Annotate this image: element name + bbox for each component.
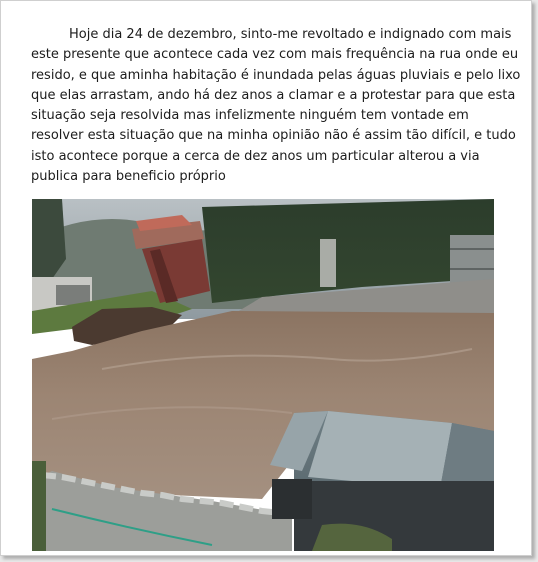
paragraph-line: isto acontece porque a cerca de dez anos um particular alterou a via: [31, 148, 480, 164]
paragraph-line: Hoje dia 24 de dezembro, sinto-me revoltado e indignado com mais: [69, 27, 512, 42]
document-paragraph: [31, 25, 521, 187]
paragraph-line: situação seja resolvida mas infelizmente ninguém tem vontade em: [31, 108, 469, 124]
paragraph-line: resolver esta situação que na minha opinião não é assim tão difícil, e tudo: [31, 128, 516, 144]
paragraph-line: este presente que acontece cada vez com mais frequência na rua onde eu: [31, 47, 519, 63]
paragraph-line: publica para beneficio próprio: [31, 169, 226, 185]
flooded-street-photo: [32, 199, 494, 551]
fence-post: [320, 239, 336, 287]
paragraph-line: que elas arrastam, ando há dez anos a clamar e a protestar para que esta: [31, 87, 516, 103]
paragraph-line: resido, e que aminha habitação é inundada pelas águas pluviais e pelo lixo: [31, 67, 521, 83]
